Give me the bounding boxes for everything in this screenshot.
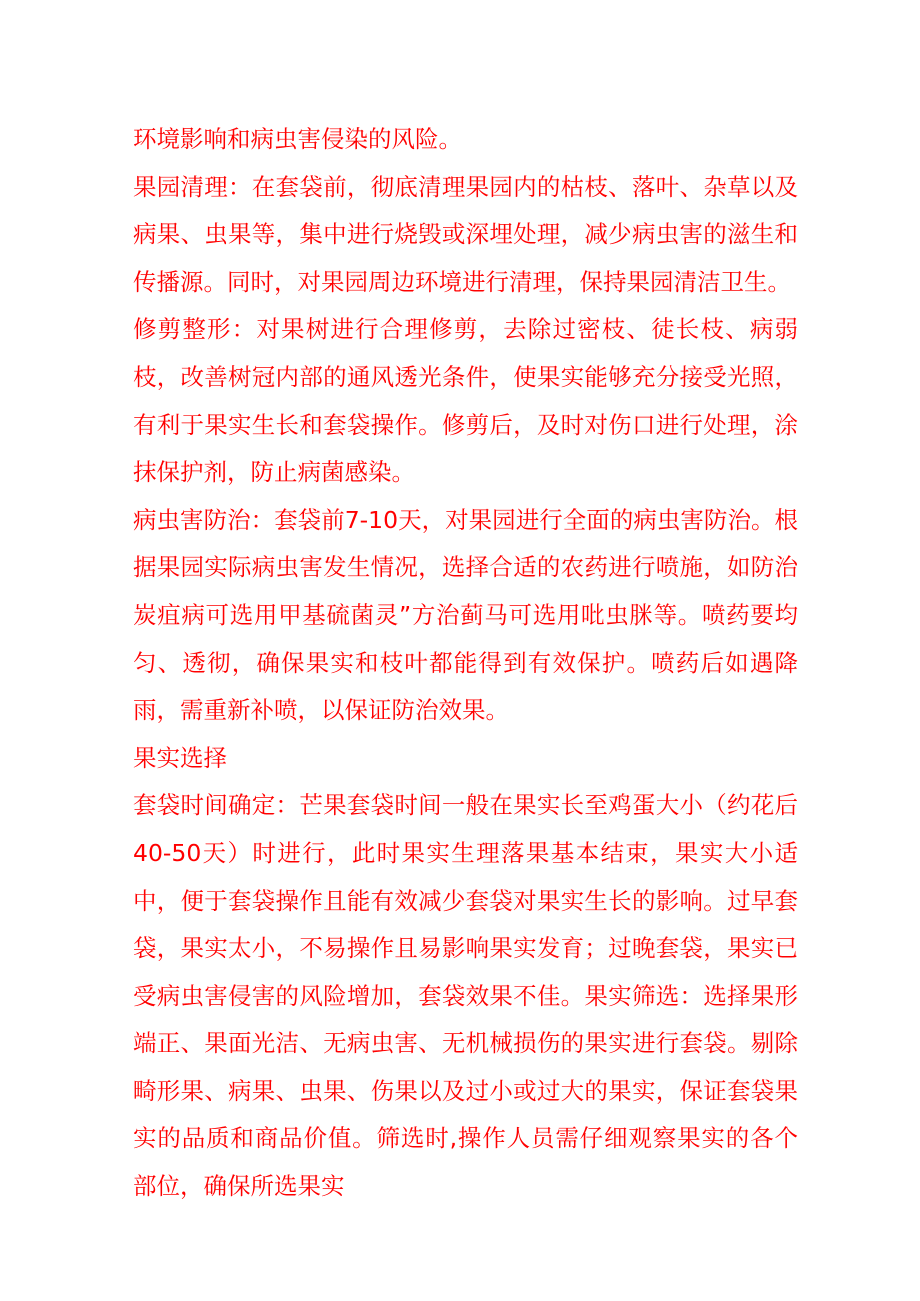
paragraph-risk-intro: 环境影响和病虫害侵染的风险。 [133,125,462,153]
paragraph-pest-control: 病虫害防治：套袋前7-10天，对果园进行全面的病虫害防治。根据果园实际病虫害发生情况，选择合适的农药进行喷施，如防治炭疽病可选用甲基硫菌灵”方治蓟马可选用吡虫脒等。喷药要均匀、透彻，确保果实和枝叶都能得到有效保护。喷药后如遇降雨，需重新补喷，以保证防治效果。 [133,505,798,725]
section-heading-fruit-selection: 果实选择 [133,743,227,772]
paragraph-bagging-timing: 套袋时间确定：芒果套袋时间一般在果实长至鸡蛋大小（约花后40-50天）时进行，此时果实生理落果基本结束，果实大小适中，便于套袋操作且能有效减少套袋对果实生长的影响。过早套袋，果实太小，不易操作且易影响果实发育；过晚套袋，果实已受病虫害侵害的风险增加，套袋效果不佳。果实筛选：选择果形端正、果面光洁、无病虫害、无机械损伤的果实进行套袋。剔除畸形果、病果、虫果、伤果以及过小或过大的果实，保证套袋果实的品质和商品价值。筛选时,操作人员需仔细观察果实的各个部位，确保所选果实 [133,791,798,1201]
paragraph-pruning: 修剪整形：对果树进行合理修剪，去除过密枝、徒长枝、病弱枝，改善树冠内部的通风透光条件，使果实能够充分接受光照，有利于果实生长和套袋操作。修剪后，及时对伤口进行处理，涂抹保护剂，防止病菌感染。 [133,315,798,487]
paragraph-orchard-cleaning: 果园清理：在套袋前，彻底清理果园内的枯枝、落叶、杂草以及病果、虫果等，集中进行烧毁或深埋处理，减少病虫害的滋生和传播源。同时，对果园周边环境进行清理，保持果园清洁卫生。 [133,172,798,296]
document-body [133,116,798,1211]
